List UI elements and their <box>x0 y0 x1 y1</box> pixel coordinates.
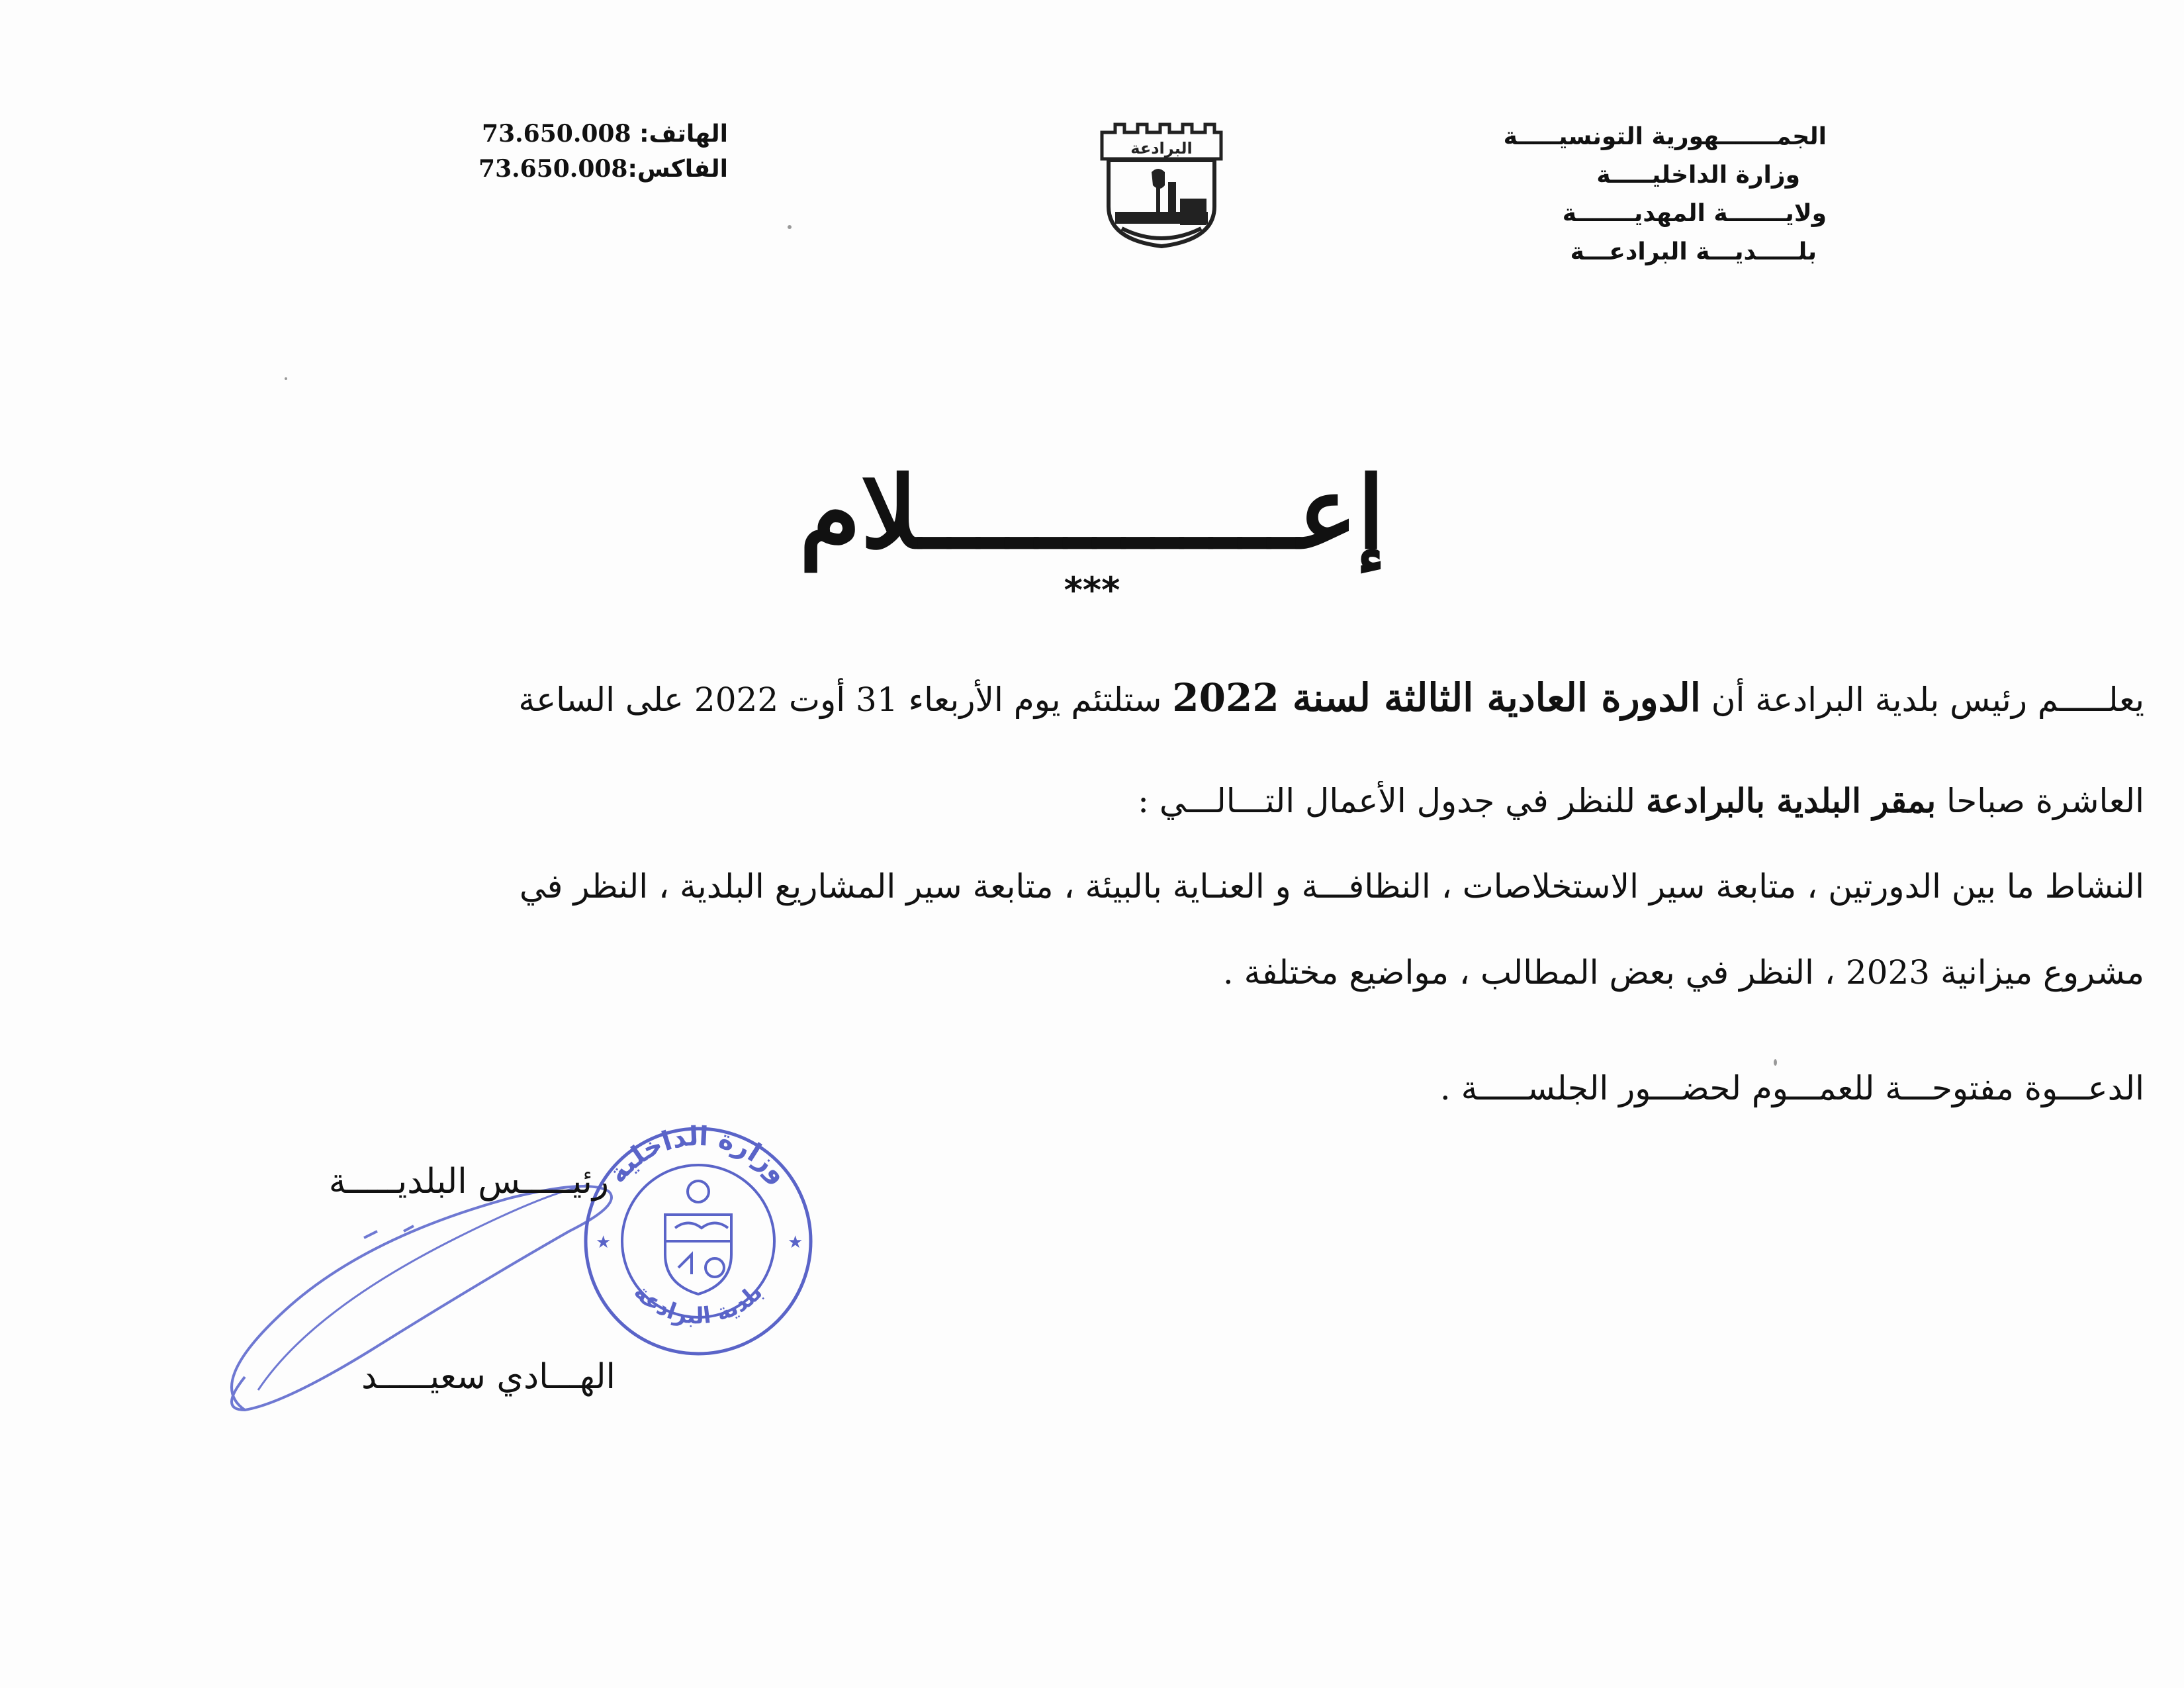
republic-line: الجمـــــــهورية التونسيـــــة <box>1503 123 1827 150</box>
paragraph-line-1 <box>66 675 2144 728</box>
scan-speck <box>788 225 792 229</box>
line2-part1: العاشرة صباحا <box>1936 782 2144 820</box>
stamp-top-text: وزارة الداخلية <box>602 1121 795 1190</box>
stamp-bottom-text: بلدية البرادعة <box>628 1279 768 1330</box>
municipality-logo <box>1095 119 1228 252</box>
fax-label: الفاكس: <box>627 156 728 183</box>
svg-text:بلدية البرادعة <box>629 1279 768 1329</box>
line2-venue: بمقر البلدية بالبرادعة <box>1646 781 1936 820</box>
coat-of-arms-icon <box>665 1181 731 1294</box>
phone-value: 73.650.008 <box>482 120 631 148</box>
scan-speck <box>285 377 287 380</box>
contact-block <box>450 117 728 187</box>
governorate-line: ولايـــــــة المهديـــــــة <box>1562 200 1827 227</box>
line1-part1: يعلـــــم رئيس بلدية البرادعة أن <box>1700 680 2144 719</box>
stamp-star-left-icon: ★ <box>596 1233 612 1252</box>
logo-text: البرادعة <box>1130 139 1193 158</box>
document-title: إعـــــــــــــلام <box>799 455 1385 571</box>
phone-row <box>450 117 728 152</box>
paragraph-line-2 <box>66 781 2144 834</box>
line1-part3: ستلتئم يوم الأربعاء 31 أوت 2022 على الساعة <box>518 680 1173 719</box>
phone-label: الهاتف: <box>639 120 728 148</box>
line2-part3: للنظر في جدول الأعمال التـــالـــي : <box>1138 782 1646 820</box>
agenda-line-1: النشاط ما بين الدورتين ، متابعة سير الاستخلاصات ، النظافـــة و العنـاية بالبيئة ، متابعة سير المشاريع البلدية ، النظر في <box>519 867 2144 906</box>
svg-text:وزارة الداخلية <box>602 1121 794 1189</box>
ministry-line: وزارة الداخليـــــة <box>1596 162 1800 189</box>
signatory-title: رئيـــــس البلديـــــة <box>328 1162 609 1201</box>
municipality-line: بلـــــديـــة البرادعـــة <box>1570 238 1817 265</box>
agenda-line-2: مشروع ميزانية 2023 ، النظر في بعض المطالب ، مواضيع مختلفة . <box>1222 953 2144 992</box>
line1-session: الدورة العادية الثالثة لسنة 2022 <box>1172 675 1701 720</box>
fax-value: 73.650.008 <box>478 155 628 183</box>
signatory-name: الهـــادي سعيـــــد <box>361 1357 615 1397</box>
letterhead-admin-block <box>1482 118 1827 271</box>
public-invitation: الدعـــوة مفتوحـــة للعمـــوم لحضـــور الجلســـــة . <box>1439 1069 2144 1107</box>
scan-speck <box>1774 1059 1777 1066</box>
stamp-star-right-icon: ★ <box>788 1233 803 1252</box>
title-separator: *** <box>1064 569 1120 611</box>
fax-row <box>450 152 728 187</box>
official-stamp <box>576 1119 821 1364</box>
